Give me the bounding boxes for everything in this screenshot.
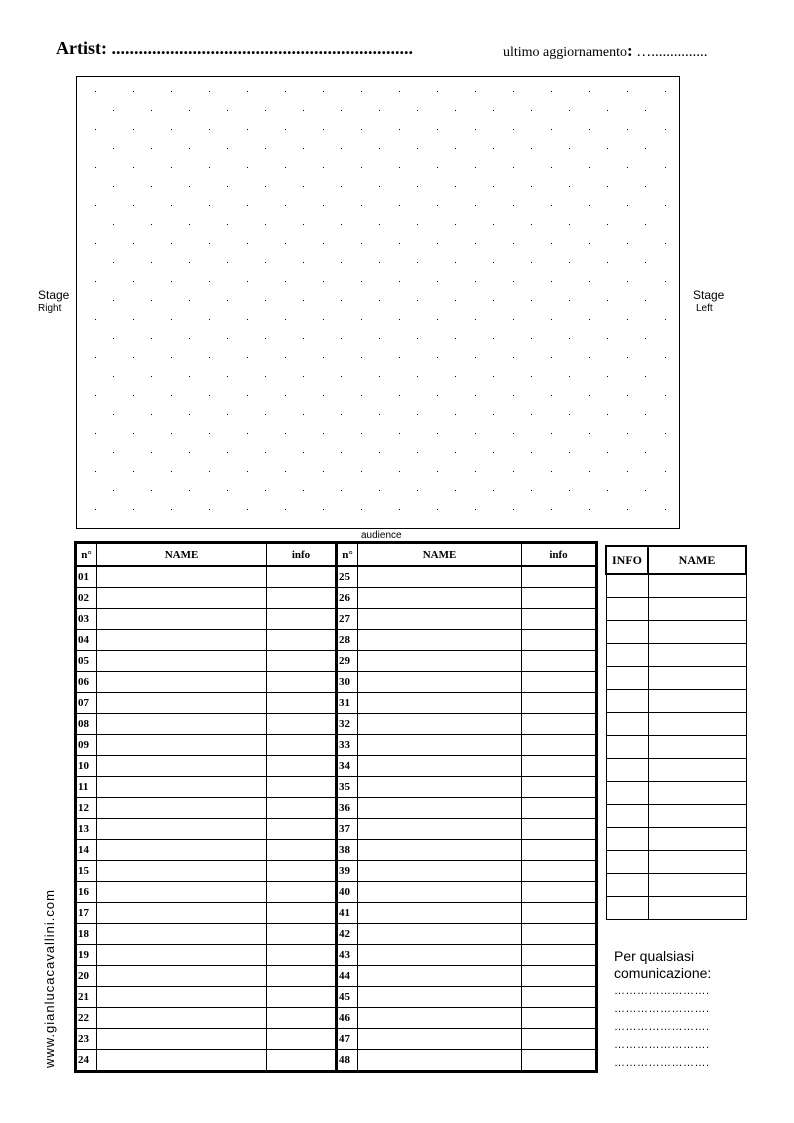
info-cell[interactable]: [267, 882, 337, 903]
table-header-row: [76, 543, 597, 567]
table-row: [76, 588, 597, 609]
row-number: 07: [76, 693, 97, 714]
row-number: 47: [337, 1029, 358, 1050]
info-row: [606, 828, 746, 851]
name-cell[interactable]: [97, 756, 267, 777]
info-cell[interactable]: [522, 1029, 597, 1050]
name-cell[interactable]: [648, 874, 746, 897]
name-cell[interactable]: [97, 777, 267, 798]
name-cell[interactable]: [648, 736, 746, 759]
name-cell[interactable]: [648, 828, 746, 851]
last-update-field[interactable]: [503, 41, 707, 61]
table-row: [76, 693, 597, 714]
table-row: [76, 756, 597, 777]
row-number: 26: [337, 588, 358, 609]
info-cell[interactable]: [267, 630, 337, 651]
header-name: NAME: [97, 543, 267, 567]
row-number: 04: [76, 630, 97, 651]
artist-field[interactable]: [56, 38, 413, 59]
row-number: 12: [76, 798, 97, 819]
row-number: 15: [76, 861, 97, 882]
row-number: 13: [76, 819, 97, 840]
info-cell[interactable]: [522, 630, 597, 651]
name-cell[interactable]: [97, 693, 267, 714]
info-cell[interactable]: [522, 714, 597, 735]
info-cell[interactable]: [522, 1008, 597, 1029]
name-cell[interactable]: [648, 667, 746, 690]
info-cell[interactable]: [606, 667, 648, 690]
name-cell[interactable]: [648, 713, 746, 736]
info-cell[interactable]: [267, 987, 337, 1008]
name-cell[interactable]: [97, 966, 267, 987]
name-cell[interactable]: [97, 672, 267, 693]
info-cell[interactable]: [522, 651, 597, 672]
info-cell[interactable]: [267, 798, 337, 819]
info-cell[interactable]: [267, 861, 337, 882]
row-number: 42: [337, 924, 358, 945]
info-cell[interactable]: [267, 651, 337, 672]
info-cell[interactable]: [267, 819, 337, 840]
info-cell[interactable]: [522, 588, 597, 609]
name-cell[interactable]: [358, 714, 522, 735]
name-cell[interactable]: [648, 621, 746, 644]
info-cell[interactable]: [522, 735, 597, 756]
table-row: [76, 987, 597, 1008]
name-cell[interactable]: [358, 1008, 522, 1029]
name-cell[interactable]: [358, 756, 522, 777]
name-cell[interactable]: [358, 966, 522, 987]
communication-dots-4[interactable]: …………………….: [614, 1039, 710, 1051]
info-row: [606, 713, 746, 736]
info-cell[interactable]: [522, 777, 597, 798]
stage-left-text: Stage: [693, 288, 725, 302]
info-cell[interactable]: [522, 945, 597, 966]
row-number: 11: [76, 777, 97, 798]
table-row: [76, 924, 597, 945]
table-row: [76, 630, 597, 651]
table-row: [76, 672, 597, 693]
table-row: [76, 882, 597, 903]
name-cell[interactable]: [358, 777, 522, 798]
row-number: 38: [337, 840, 358, 861]
info-cell[interactable]: [267, 1008, 337, 1029]
name-cell[interactable]: [97, 861, 267, 882]
table-row: [76, 735, 597, 756]
info-row: [606, 598, 746, 621]
info-cell[interactable]: [522, 924, 597, 945]
name-cell[interactable]: [358, 882, 522, 903]
table-row: [76, 966, 597, 987]
info-cell[interactable]: [606, 713, 648, 736]
row-number: 32: [337, 714, 358, 735]
header-number: n°: [76, 543, 97, 567]
header-info: info: [267, 543, 337, 567]
name-cell[interactable]: [358, 798, 522, 819]
row-number: 08: [76, 714, 97, 735]
header-number-2: n°: [337, 543, 358, 567]
info-cell[interactable]: [522, 672, 597, 693]
info-row: [606, 782, 746, 805]
stage-plot-area[interactable]: [76, 76, 680, 529]
info-row: [606, 644, 746, 667]
row-number: 22: [76, 1008, 97, 1029]
name-cell[interactable]: [648, 644, 746, 667]
info-cell[interactable]: [267, 945, 337, 966]
communication-dots-5[interactable]: …………………….: [614, 1057, 710, 1069]
name-cell[interactable]: [358, 672, 522, 693]
name-cell[interactable]: [97, 714, 267, 735]
info-name-table: [605, 545, 747, 920]
name-cell[interactable]: [97, 903, 267, 924]
artist-label: Artist:: [56, 38, 107, 58]
table-row: [76, 945, 597, 966]
info-row: [606, 667, 746, 690]
header-name-2: NAME: [358, 543, 522, 567]
info-cell[interactable]: [606, 644, 648, 667]
name-cell[interactable]: [97, 945, 267, 966]
info-cell[interactable]: [522, 819, 597, 840]
info-cell[interactable]: [267, 903, 337, 924]
row-number: 03: [76, 609, 97, 630]
info-cell[interactable]: [522, 840, 597, 861]
last-update-dots: …...............: [636, 44, 708, 60]
info-header-info: INFO: [606, 546, 648, 574]
name-cell[interactable]: [97, 566, 267, 588]
row-number: 34: [337, 756, 358, 777]
info-cell[interactable]: [606, 805, 648, 828]
row-number: 02: [76, 588, 97, 609]
name-cell[interactable]: [358, 566, 522, 588]
name-cell[interactable]: [648, 690, 746, 713]
info-cell[interactable]: [606, 874, 648, 897]
info-cell[interactable]: [267, 714, 337, 735]
table-row: [76, 861, 597, 882]
table-row: [76, 840, 597, 861]
name-cell[interactable]: [358, 903, 522, 924]
info-row: [606, 621, 746, 644]
name-cell[interactable]: [358, 819, 522, 840]
name-cell[interactable]: [97, 882, 267, 903]
table-row: [76, 1008, 597, 1029]
name-cell[interactable]: [648, 851, 746, 874]
name-cell[interactable]: [358, 735, 522, 756]
table-row: [76, 903, 597, 924]
info-cell[interactable]: [267, 756, 337, 777]
row-number: 17: [76, 903, 97, 924]
name-cell[interactable]: [97, 798, 267, 819]
name-cell[interactable]: [358, 693, 522, 714]
row-number: 10: [76, 756, 97, 777]
info-cell[interactable]: [522, 987, 597, 1008]
table-row: [76, 819, 597, 840]
name-cell[interactable]: [358, 630, 522, 651]
audience-label: audience: [361, 530, 402, 541]
communication-line-2: comunicazione:: [614, 965, 712, 981]
row-number: 36: [337, 798, 358, 819]
info-row: [606, 574, 746, 598]
table-row: [76, 798, 597, 819]
communication-dots-2[interactable]: …………………….: [614, 1003, 710, 1015]
info-row: [606, 690, 746, 713]
info-cell[interactable]: [267, 735, 337, 756]
name-cell[interactable]: [358, 588, 522, 609]
info-row: [606, 736, 746, 759]
row-number: 19: [76, 945, 97, 966]
name-cell[interactable]: [648, 759, 746, 782]
name-cell[interactable]: [97, 924, 267, 945]
info-cell[interactable]: [522, 903, 597, 924]
row-number: 21: [76, 987, 97, 1008]
row-number: 06: [76, 672, 97, 693]
info-cell[interactable]: [522, 693, 597, 714]
row-number: 24: [76, 1050, 97, 1072]
info-cell[interactable]: [267, 777, 337, 798]
communication-dots-1[interactable]: …………………….: [614, 985, 710, 997]
info-cell[interactable]: [606, 851, 648, 874]
table-row: [76, 1050, 597, 1072]
info-cell[interactable]: [267, 840, 337, 861]
info-cell[interactable]: [267, 924, 337, 945]
table-row: [76, 566, 597, 588]
name-cell[interactable]: [97, 819, 267, 840]
name-cell[interactable]: [358, 945, 522, 966]
row-number: 30: [337, 672, 358, 693]
artist-dots: ...................................................................: [111, 38, 413, 58]
info-cell[interactable]: [606, 828, 648, 851]
name-cell[interactable]: [97, 1050, 267, 1072]
row-number: 23: [76, 1029, 97, 1050]
row-number: 39: [337, 861, 358, 882]
row-number: 43: [337, 945, 358, 966]
info-cell[interactable]: [606, 621, 648, 644]
name-cell[interactable]: [358, 840, 522, 861]
name-cell[interactable]: [97, 1008, 267, 1029]
row-number: 33: [337, 735, 358, 756]
info-cell[interactable]: [606, 736, 648, 759]
table-row: [76, 777, 597, 798]
stage-right-label: [38, 289, 69, 315]
row-number: 44: [337, 966, 358, 987]
info-cell[interactable]: [606, 759, 648, 782]
stage-right-sub: Right: [38, 303, 62, 314]
row-number: 05: [76, 651, 97, 672]
info-row: [606, 897, 746, 920]
name-cell[interactable]: [648, 598, 746, 621]
info-cell[interactable]: [267, 588, 337, 609]
name-cell[interactable]: [358, 609, 522, 630]
info-cell[interactable]: [267, 966, 337, 987]
table-row: [76, 651, 597, 672]
name-cell[interactable]: [648, 574, 746, 598]
info-cell[interactable]: [267, 1050, 337, 1072]
stage-right-text: Stage: [38, 288, 70, 302]
info-cell[interactable]: [606, 897, 648, 920]
row-number: 31: [337, 693, 358, 714]
row-number: 35: [337, 777, 358, 798]
name-cell[interactable]: [97, 840, 267, 861]
info-cell[interactable]: [267, 672, 337, 693]
name-cell[interactable]: [358, 861, 522, 882]
info-cell[interactable]: [522, 882, 597, 903]
name-cell[interactable]: [648, 782, 746, 805]
info-cell[interactable]: [522, 1050, 597, 1072]
stage-dot-grid: [77, 77, 679, 528]
row-number: 18: [76, 924, 97, 945]
name-cell[interactable]: [97, 1029, 267, 1050]
row-number: 41: [337, 903, 358, 924]
row-number: 09: [76, 735, 97, 756]
info-cell[interactable]: [606, 598, 648, 621]
table-row: [76, 609, 597, 630]
row-number: 48: [337, 1050, 358, 1072]
info-header-name: NAME: [648, 546, 746, 574]
name-cell[interactable]: [358, 1029, 522, 1050]
name-cell[interactable]: [648, 805, 746, 828]
communication-box: [614, 948, 711, 1072]
name-cell[interactable]: [97, 630, 267, 651]
row-number: 40: [337, 882, 358, 903]
info-cell[interactable]: [522, 756, 597, 777]
info-cell[interactable]: [522, 966, 597, 987]
info-cell[interactable]: [522, 609, 597, 630]
name-cell[interactable]: [358, 651, 522, 672]
communication-dots-3[interactable]: …………………….: [614, 1021, 710, 1033]
row-number: 25: [337, 566, 358, 588]
row-number: 37: [337, 819, 358, 840]
info-cell[interactable]: [267, 609, 337, 630]
table-row: [76, 714, 597, 735]
name-cell[interactable]: [358, 1050, 522, 1072]
row-number: 27: [337, 609, 358, 630]
info-cell[interactable]: [522, 861, 597, 882]
communication-line-1: Per qualsiasi: [614, 948, 695, 964]
info-header-row: [606, 546, 746, 574]
row-number: 20: [76, 966, 97, 987]
name-cell[interactable]: [648, 897, 746, 920]
info-cell[interactable]: [267, 1029, 337, 1050]
info-row: [606, 759, 746, 782]
row-number: 45: [337, 987, 358, 1008]
stage-left-sub: Left: [696, 303, 713, 314]
name-cell[interactable]: [358, 924, 522, 945]
info-cell[interactable]: [267, 566, 337, 588]
stage-left-label: [693, 289, 724, 315]
info-cell[interactable]: [606, 690, 648, 713]
info-cell[interactable]: [522, 566, 597, 588]
row-number: 14: [76, 840, 97, 861]
info-cell[interactable]: [522, 798, 597, 819]
website-url: www.gianlucacavallini.com: [42, 889, 57, 1068]
name-cell[interactable]: [97, 987, 267, 1008]
table-row: [76, 1029, 597, 1050]
input-list-table: [74, 541, 598, 1073]
row-number: 29: [337, 651, 358, 672]
info-cell[interactable]: [606, 574, 648, 598]
info-cell[interactable]: [267, 693, 337, 714]
row-number: 01: [76, 566, 97, 588]
name-cell[interactable]: [358, 987, 522, 1008]
row-number: 28: [337, 630, 358, 651]
row-number: 16: [76, 882, 97, 903]
name-cell[interactable]: [97, 651, 267, 672]
name-cell[interactable]: [97, 588, 267, 609]
info-row: [606, 805, 746, 828]
last-update-label: ultimo aggiornamento: [503, 45, 628, 60]
info-row: [606, 851, 746, 874]
name-cell[interactable]: [97, 735, 267, 756]
row-number: 46: [337, 1008, 358, 1029]
info-row: [606, 874, 746, 897]
info-cell[interactable]: [606, 782, 648, 805]
name-cell[interactable]: [97, 609, 267, 630]
header-info-2: info: [522, 543, 597, 567]
last-update-colon: :: [627, 41, 633, 60]
